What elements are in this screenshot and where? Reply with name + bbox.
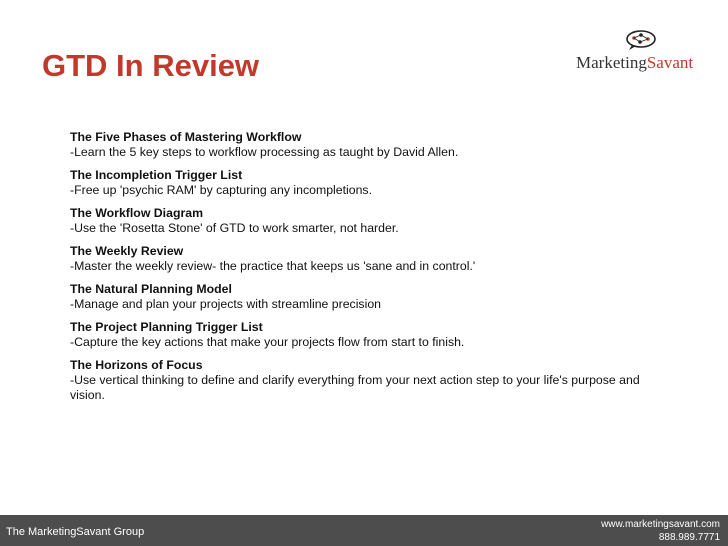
item-description: -Use the 'Rosetta Stone' of GTD to work smarter, not harder. bbox=[70, 221, 399, 235]
item-description: -Manage and plan your projects with streamline precision bbox=[70, 297, 381, 311]
footer-phone: 888.989.7771 bbox=[658, 532, 720, 543]
logo-text-marketing: Marketing bbox=[576, 53, 647, 72]
item-title: The Weekly Review bbox=[70, 244, 184, 258]
list-item bbox=[70, 130, 660, 160]
slide-title: GTD In Review bbox=[42, 48, 260, 83]
list-item bbox=[70, 168, 660, 198]
list-item bbox=[70, 206, 660, 236]
list-item bbox=[70, 282, 660, 312]
item-title: The Incompletion Trigger List bbox=[70, 168, 243, 182]
item-title: The Natural Planning Model bbox=[70, 282, 232, 296]
item-title: The Horizons of Focus bbox=[70, 358, 203, 372]
item-description: -Free up 'psychic RAM' by capturing any incompletions. bbox=[70, 183, 373, 197]
list-item bbox=[70, 358, 660, 403]
logo-text-savant: Savant bbox=[646, 53, 694, 72]
footer-bar bbox=[0, 515, 728, 546]
speech-bubble-network-icon bbox=[624, 30, 658, 50]
item-description: -Master the weekly review- the practice that keeps us 'sane and in control.' bbox=[70, 259, 476, 273]
item-title: The Project Planning Trigger List bbox=[70, 320, 263, 334]
item-title: The Five Phases of Mastering Workflow bbox=[70, 130, 302, 144]
list-item bbox=[70, 320, 660, 350]
item-title: The Workflow Diagram bbox=[70, 206, 204, 220]
item-description: -Learn the 5 key steps to workflow processing as taught by David Allen. bbox=[70, 145, 459, 159]
list-item bbox=[70, 244, 660, 274]
footer-website-link[interactable]: www.marketingsavant.com bbox=[601, 519, 720, 530]
item-description: -Capture the key actions that make your projects flow from start to finish. bbox=[70, 335, 465, 349]
footer-company-name: The MarketingSavant Group bbox=[6, 526, 145, 538]
marketingsavant-logo bbox=[576, 30, 716, 80]
review-list bbox=[70, 130, 660, 411]
item-description: -Use vertical thinking to define and clarify everything from your next action step to your life's purpose and vision. bbox=[70, 373, 640, 402]
logo-wordmark bbox=[576, 54, 693, 71]
footer-contact bbox=[601, 518, 720, 544]
